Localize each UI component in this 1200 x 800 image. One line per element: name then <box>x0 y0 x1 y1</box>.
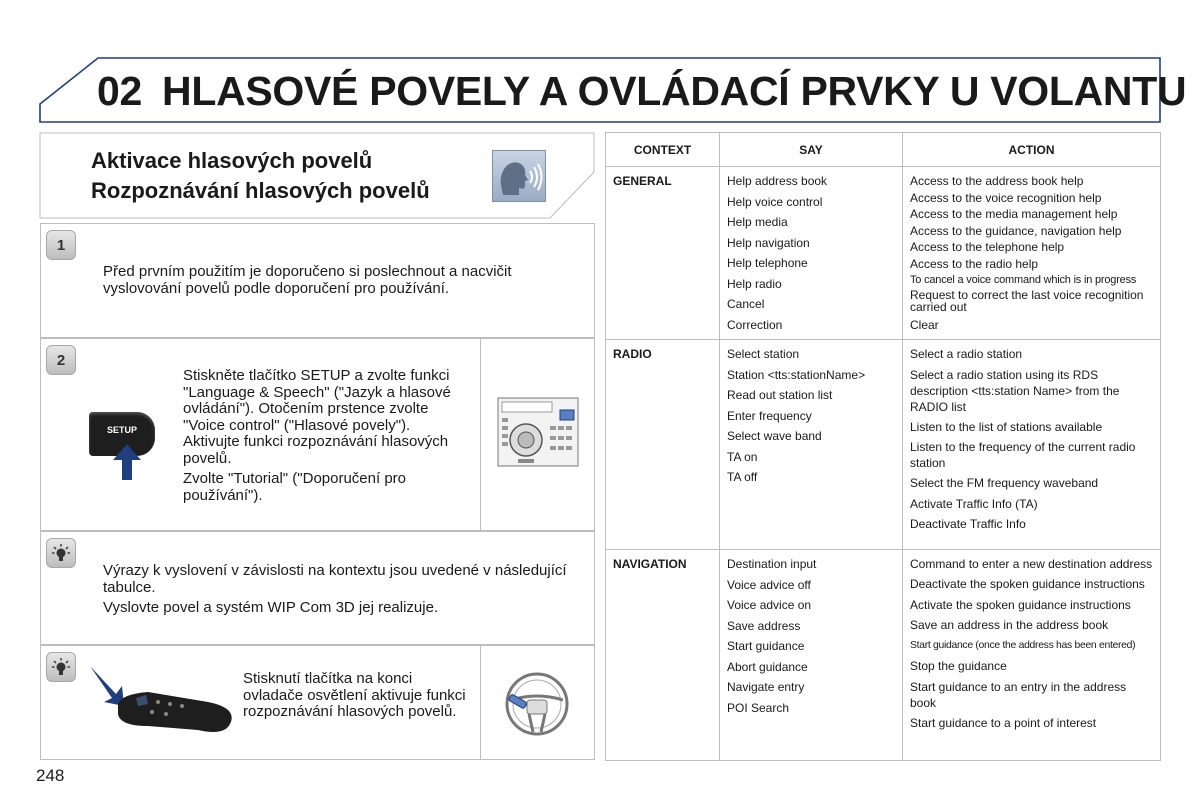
table-row-general <box>606 167 1161 340</box>
say-item: POI Search <box>727 700 790 715</box>
action-item: Listen to the list of stations available <box>910 419 1103 434</box>
action-item: Access to the media management help <box>910 207 1118 221</box>
action-item: Start guidance to an entry in the address book <box>910 679 1127 710</box>
action-item: Select a radio station <box>910 347 1023 361</box>
voice-speaking-head-icon <box>492 150 546 202</box>
action-item: Stop the guidance <box>910 659 1007 673</box>
say-item: Help media <box>727 215 788 229</box>
step1-text: Před prvním použitím je doporučeno si poslechnout a nacvičit vyslovování povelů podle doporučení pro používání. <box>103 263 512 297</box>
action-item: Activate Traffic Info (TA) <box>910 496 1038 511</box>
say-item: Help voice control <box>727 194 823 209</box>
step2-badge: 2 <box>46 345 76 375</box>
table-row-radio <box>606 340 1161 550</box>
action-list-navigation <box>903 550 1161 761</box>
tip2-text: Stisknutí tlačítka na konci ovladače osvětlení aktivuje funkci rozpoznávání hlasových povelů. <box>243 670 466 720</box>
action-item: Select a radio station using its RDS description <tts:station Name> from the RADIO list <box>910 367 1120 414</box>
say-item: Select station <box>727 347 800 361</box>
intro-heading <box>91 146 430 206</box>
context-general: GENERAL <box>606 167 720 340</box>
context-radio: RADIO <box>606 340 720 550</box>
lighting-stalk-illustration <box>88 664 238 744</box>
column-header-context: CONTEXT <box>606 133 720 167</box>
setup-button-label: SETUP <box>106 425 137 435</box>
action-item: Access to the guidance, navigation help <box>910 223 1122 238</box>
say-item: Voice advice off <box>727 577 811 592</box>
arrow-up-icon <box>112 442 142 482</box>
action-item: Access to the telephone help <box>910 240 1065 254</box>
say-item: Start guidance <box>727 639 805 653</box>
say-item: Save address <box>727 618 801 633</box>
head-unit-console-icon <box>496 396 580 468</box>
action-item: Access to the address book help <box>910 174 1084 188</box>
say-item: Destination input <box>727 557 817 571</box>
say-item: Help radio <box>727 276 782 291</box>
table-header-row <box>606 133 1161 167</box>
say-item: Cancel <box>727 297 765 311</box>
say-item: TA off <box>727 470 758 484</box>
column-header-say: SAY <box>720 133 903 167</box>
action-item: Deactivate Traffic Info <box>910 517 1026 531</box>
steering-wheel-icon <box>503 670 571 738</box>
table-row-navigation <box>606 550 1161 761</box>
say-item: Select wave band <box>727 429 822 443</box>
lightbulb-icon <box>46 538 76 568</box>
say-item: Read out station list <box>727 388 833 402</box>
action-item: Listen to the frequency of the current radio station <box>910 440 1136 470</box>
chapter-number: 02 <box>97 68 143 114</box>
say-item: Abort guidance <box>727 659 808 674</box>
say-item: Help telephone <box>727 256 808 270</box>
chapter-title: HLASOVÉ POVELY A OVLÁDACÍ PRVKY U VOLANTU <box>162 68 1187 114</box>
say-item: Correction <box>727 317 783 332</box>
say-item: TA on <box>727 449 758 464</box>
say-list-navigation <box>720 550 903 761</box>
action-item: Command to enter a new destination address <box>910 557 1153 571</box>
column-header-action: ACTION <box>903 133 1161 167</box>
step2-tutorial: Zvolte "Tutorial" ("Doporučení pro používání"). <box>183 470 407 504</box>
context-navigation: NAVIGATION <box>606 550 720 761</box>
say-item: Help address book <box>727 174 828 188</box>
action-item: Activate the spoken guidance instructions <box>910 597 1131 612</box>
action-item: To cancel a voice command which is in progress <box>910 274 1137 286</box>
action-item: Select the FM frequency waveband <box>910 476 1099 490</box>
heading-activation: Aktivace hlasových povelů <box>91 148 373 173</box>
action-list-general <box>903 167 1161 340</box>
lightbulb-icon <box>46 652 76 682</box>
page-number: 248 <box>36 766 65 785</box>
say-item: Voice advice on <box>727 598 812 612</box>
action-item: Access to the radio help <box>910 256 1039 271</box>
step1-badge: 1 <box>46 230 76 260</box>
action-item: Save an address in the address book <box>910 618 1109 632</box>
action-item: Request to correct the last voice recognition carried out <box>910 287 1144 314</box>
tip1-text <box>103 563 573 621</box>
step2-text <box>183 368 468 508</box>
tip1-speak-command: Vyslovte povel a systém WIP Com 3D jej realizuje. <box>103 599 439 616</box>
say-list-radio <box>720 340 903 550</box>
action-item: Start guidance to a point of interest <box>910 715 1097 730</box>
tip1-table-reference: Výrazy k vyslovení v závislosti na kontextu jsou uvedené v následující tabulce. <box>103 562 567 596</box>
action-item: Deactivate the spoken guidance instructions <box>910 577 1145 591</box>
say-item: Station <tts:stationName> <box>727 367 866 382</box>
heading-recognition: Rozpoznávání hlasových povelů <box>91 178 430 203</box>
say-list-general <box>720 167 903 340</box>
action-item: Access to the voice recognition help <box>910 190 1102 205</box>
step2-instruction: Stiskněte tlačítko SETUP a zvolte funkci "Language & Speech" ("Jazyk a hlasové ovládání"). Otočením prstence zvolte "Voice control" ("Hlasové povely"). Aktivujte funkci rozpoznávání hlasových povelů. <box>183 367 451 467</box>
voice-command-table <box>605 132 1161 761</box>
action-item: Start guidance (once the address has been entered) <box>910 639 1136 651</box>
action-item: Clear <box>910 317 939 332</box>
say-item: Navigate entry <box>727 680 805 694</box>
action-list-radio <box>903 340 1161 550</box>
say-item: Enter frequency <box>727 408 812 423</box>
say-item: Help navigation <box>727 235 810 250</box>
